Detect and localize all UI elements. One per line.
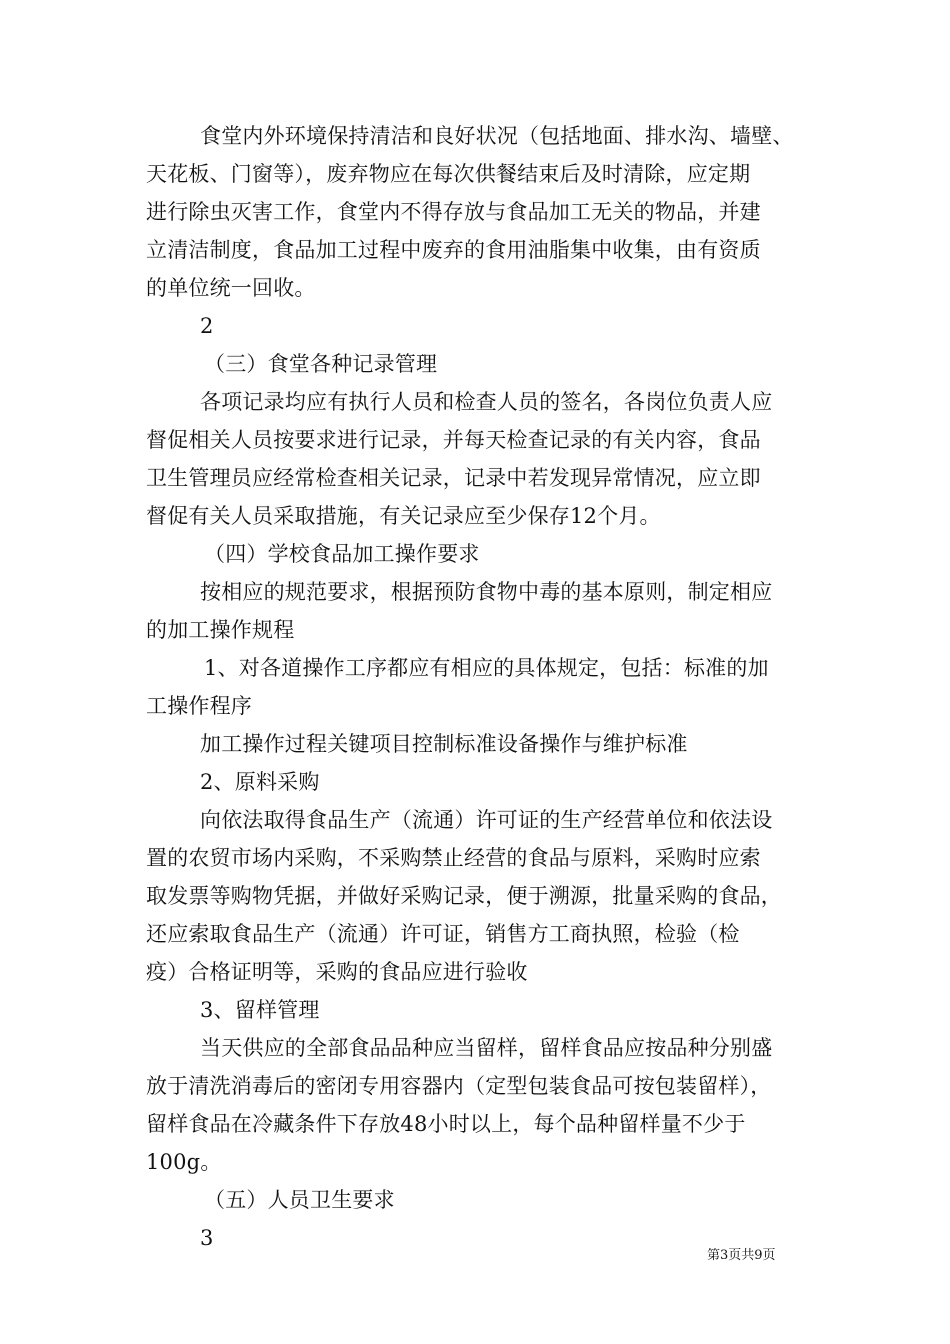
paragraph-line: 加工操作过程关键项目控制标准设备操作与维护标准	[200, 732, 688, 756]
paragraph-line: 工操作程序	[146, 694, 252, 718]
page-marker: 2	[200, 314, 214, 338]
page-marker: 3	[200, 1226, 214, 1250]
paragraph-line: 卫生管理员应经常检查相关记录，记录中若发现异常情况，应立即	[146, 466, 761, 490]
paragraph-line: 疫）合格证明等，采购的食品应进行验收	[146, 960, 528, 984]
paragraph-line: 取发票等购物凭据，并做好采购记录，便于溯源，批量采购的食品，	[146, 884, 782, 908]
paragraph-line: 的单位统一回收。	[146, 276, 316, 300]
section-heading: （五）人员卫生要求	[204, 1188, 395, 1212]
paragraph-line: 天花板、门窗等），废弃物应在每次供餐结束后及时清除，应定期	[146, 162, 751, 186]
paragraph-line: 留样食品在冷藏条件下存放48小时以上，每个品种留样量不少于	[146, 1112, 746, 1136]
paragraph-line: 还应索取食品生产（流通）许可证，销售方工商执照，检验（检	[146, 922, 740, 946]
paragraph-line: 的加工操作规程	[146, 618, 295, 642]
paragraph-line: 各项记录均应有执行人员和检查人员的签名，各岗位负责人应	[200, 390, 773, 414]
section-heading: （四）学校食品加工操作要求	[204, 542, 480, 566]
paragraph-line: 放于清洗消毒后的密闭专用容器内（定型包装食品可按包装留样），	[146, 1074, 772, 1098]
paragraph-line: 当天供应的全部食品品种应当留样，留样食品应按品种分别盛	[200, 1036, 773, 1060]
paragraph-line: 督促有关人员采取措施，有关记录应至少保存12个月。	[146, 504, 661, 528]
list-item: 3、留样管理	[200, 998, 320, 1022]
paragraph-line: 置的农贸市场内采购，不采购禁止经营的食品与原料，采购时应索	[146, 846, 761, 870]
section-heading: （三）食堂各种记录管理	[204, 352, 438, 376]
paragraph-line: 食堂内外环境保持清洁和良好状况（包括地面、排水沟、墙壁、	[200, 124, 794, 148]
paragraph-line: 100g。	[146, 1150, 222, 1174]
paragraph-line: 进行除虫灭害工作，食堂内不得存放与食品加工无关的物品，并建	[146, 200, 761, 224]
list-item: 2、原料采购	[200, 770, 320, 794]
paragraph-line: 向依法取得食品生产（流通）许可证的生产经营单位和依法设	[200, 808, 773, 832]
paragraph-line: 按相应的规范要求，根据预防食物中毒的基本原则，制定相应	[200, 580, 773, 604]
paragraph-line: 立清洁制度，食品加工过程中废弃的食用油脂集中收集，由有资质	[146, 238, 761, 262]
list-item: 1、对各道操作工序都应有相应的具体规定，包括：标准的加	[204, 656, 769, 680]
paragraph-line: 督促相关人员按要求进行记录，并每天检查记录的有关内容，食品	[146, 428, 761, 452]
page-number-footer: 第3页共9页	[707, 1248, 776, 1263]
